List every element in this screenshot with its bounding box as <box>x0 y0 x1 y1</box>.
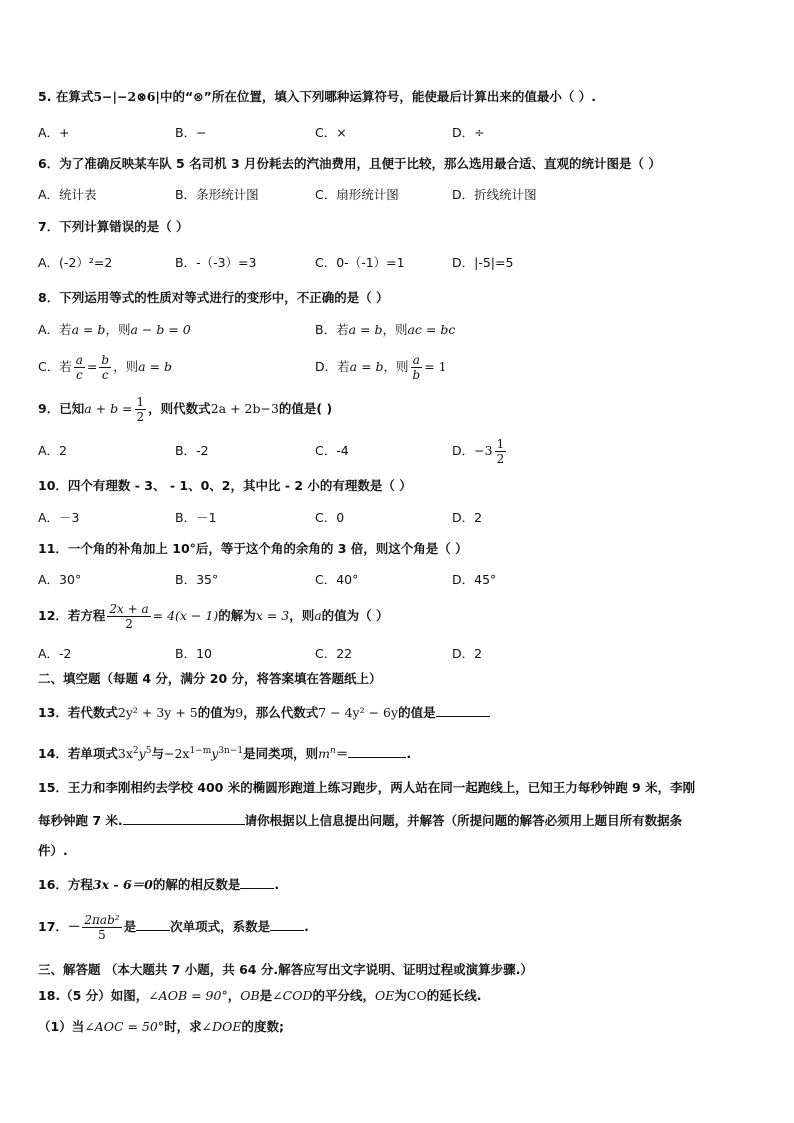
q11-option-b: B．35° <box>175 572 219 587</box>
q9-option-c: C．-4 <box>315 443 349 458</box>
q10-option-b: B．－1 <box>175 510 217 525</box>
q13-stem: 13．若代数式2y² + 3y + 5的值为9，那么代数式7 − 4y² − 6y的值是 <box>38 702 490 722</box>
q6-option-a: A．统计表 <box>38 187 97 202</box>
q15-line-3: 件）. <box>38 843 68 858</box>
q6-option-d: D．折线统计图 <box>452 187 537 202</box>
q8-option-b: B．若a = b，则ac = bc <box>315 322 456 337</box>
q5-stem: 5. 在算式5−|−2⊗6|中的“⊗”所在位置，填入下列哪种运算符号，能使最后计算出来的值最小（ ）. <box>38 89 596 104</box>
q8-option-d: D．若a = b，则 $\frac{a}{b}$ = 1 <box>315 353 447 382</box>
q5-number: 5. <box>38 89 52 104</box>
q5-option-a: A．+ <box>38 125 70 140</box>
q7-option-b: B．-（-3）=3 <box>175 255 257 270</box>
q12-option-b: B．10 <box>175 646 212 661</box>
section-2-heading: 二、填空题（每题 4 分，满分 20 分，将答案填在答题纸上） <box>38 671 382 686</box>
q11-option-a: A．30° <box>38 572 82 587</box>
q9-option-b: B．-2 <box>175 443 209 458</box>
q18-part-1: （1）当∠AOC = 50°时，求∠DOE的度数; <box>38 1019 284 1034</box>
q11-option-d: D．45° <box>452 572 497 587</box>
q5-expression: 5−|−2⊗6| <box>93 89 160 104</box>
q13-answer-blank[interactable] <box>436 702 490 717</box>
q6-option-c: C．扇形统计图 <box>315 187 399 202</box>
q12-option-d: D．2 <box>452 646 483 661</box>
q5-option-d: D．÷ <box>452 125 485 140</box>
q5-option-c: C．× <box>315 125 347 140</box>
q12-stem: 12．若方程 $\frac{2x + a}{2}$ = 4(x − 1)的解为x = 3，则a的值为（ ） <box>38 602 389 631</box>
q17-coefficient-blank[interactable] <box>270 916 304 931</box>
q17-stem: 17．－ $\frac{\text{2πab²}}{5}$ 是 次单项式，系数是 . <box>38 913 309 942</box>
q6-stem: 6．为了准确反映某车队 5 名司机 3 月份耗去的汽油费用，且便于比较，那么选用最合适、直观的统计图是（ ） <box>38 156 661 171</box>
q7-option-a: A．(-2）²=2 <box>38 255 113 270</box>
q8-stem: 8．下列运用等式的性质对等式进行的变形中，不正确的是（ ） <box>38 290 389 305</box>
q12-option-a: A．-2 <box>38 646 72 661</box>
q12-option-c: C．22 <box>315 646 353 661</box>
q5-option-b: B．− <box>175 125 207 140</box>
q7-option-d: D．|-5|=5 <box>452 255 514 270</box>
q9-option-a: A．2 <box>38 443 68 458</box>
section-3-heading: 三、解答题 （本大题共 7 小题，共 64 分.解答应写出文字说明、证明过程或演算步骤.） <box>38 962 533 977</box>
q8-option-c: C．若 $\frac{a}{c}$ = $\frac{b}{c}$ ，则a = b <box>38 353 172 382</box>
q7-stem: 7．下列计算错误的是（ ） <box>38 219 189 234</box>
q15-line-2: 每秒钟跑 7 米. 请你根据以上信息提出问题，并解答（所提问题的解答必须用上题目所有数据条 <box>38 810 682 830</box>
q11-option-c: C．40° <box>315 572 359 587</box>
q15-answer-blank[interactable] <box>123 810 245 825</box>
q16-stem: 16．方程3x - 6＝0的解的相反数是 . <box>38 874 279 894</box>
q14-answer-blank[interactable] <box>348 743 406 758</box>
q14-stem: 14．若单项式$3x^2y^5$与$-2x^{1-m}y^{3n-1}$是同类项，则$m^n=$ . <box>38 743 411 763</box>
q9-stem: 9．已知a + b = $\frac{1}{2}$ ，则代数式2a + 2b−3的值是( ) <box>38 395 333 424</box>
q16-answer-blank[interactable] <box>240 874 274 889</box>
q7-option-c: C．0-（-1）=1 <box>315 255 405 270</box>
q6-option-b: B．条形统计图 <box>175 187 259 202</box>
q8-option-a: A．若a = b，则a − b = 0 <box>38 322 191 337</box>
q9-option-d: D．−3 $\frac{1}{2}$ <box>452 437 505 466</box>
q17-degree-blank[interactable] <box>136 916 170 931</box>
q15-line-1: 15．王力和李刚相约去学校 400 米的椭圆形跑道上练习跑步，两人站在同一起跑线上，已知王力每秒钟跑 9 米，李刚 <box>38 780 696 795</box>
q10-option-a: A．－3 <box>38 510 80 525</box>
q10-option-c: C．0 <box>315 510 345 525</box>
q10-option-d: D．2 <box>452 510 483 525</box>
q10-stem: 10．四个有理数 - 3、 - 1、0、2，其中比 - 2 小的有理数是（ ） <box>38 478 412 493</box>
q18-stem: 18.（5 分）如图，∠AOB = 90°，OB是∠COD的平分线，OE为CO的延长线. <box>38 988 482 1003</box>
q11-stem: 11．一个角的补角加上 10°后，等于这个角的余角的 3 倍，则这个角是（ ） <box>38 541 468 556</box>
